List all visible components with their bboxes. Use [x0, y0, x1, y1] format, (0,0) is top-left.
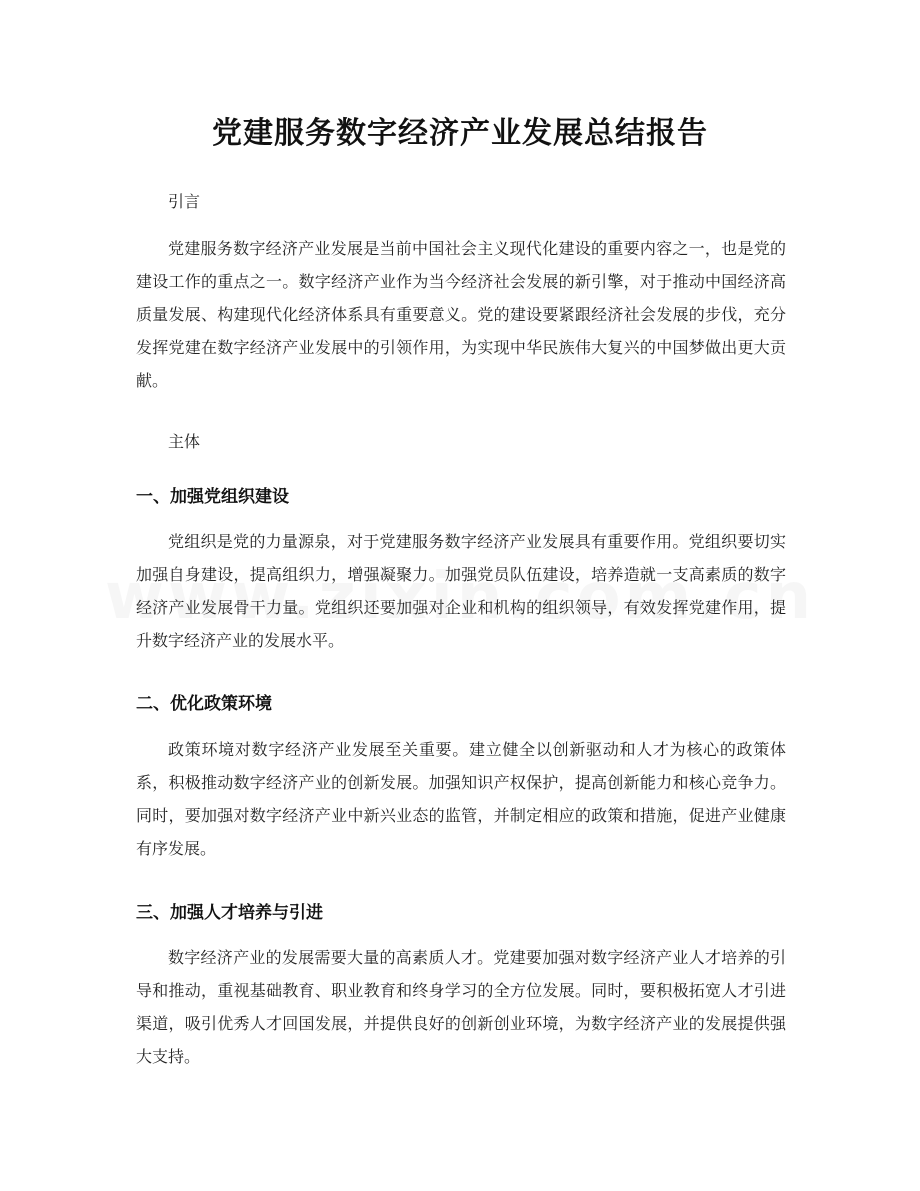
document-title: 党建服务数字经济产业发展总结报告 — [212, 116, 708, 151]
intro-label: 引言 — [168, 192, 201, 211]
section-3-heading: 三、加强人才培养与引进 — [136, 903, 323, 923]
intro-paragraph: 党建服务数字经济产业发展是当前中国社会主义现代化建设的重要内容之一，也是党的建设工作的重点之一。数字经济产业作为当今经济社会发展的新引擎，对于推动中国经济高质量发展、构建现代化经济体系具有重要意义。党的建设要紧跟经济社会发展的步伐，充分发挥党建在数字经济产业发展中的引领作用，为实现中华民族伟大复兴的中国梦做出更大贡献。 — [136, 239, 786, 390]
section-2-heading: 二、优化政策环境 — [136, 694, 272, 714]
section-1-paragraph: 党组织是党的力量源泉，对于党建服务数字经济产业发展具有重要作用。党组织要切实加强自身建设，提高组织力，增强凝聚力。加强党员队伍建设，培养造就一支高素质的数字经济产业发展骨干力量。党组织还要加强对企业和机构的组织领导，有效发挥党建作用，提升数字经济产业的发展水平。 — [136, 532, 786, 650]
body-label: 主体 — [168, 432, 201, 451]
section-3-paragraph: 数字经济产业的发展需要大量的高素质人才。党建要加强对数字经济产业人才培养的引导和推动，重视基础教育、职业教育和终身学习的全方位发展。同时，要积极拓宽人才引进渠道，吸引优秀人才回国发展，并提供良好的创新创业环境，为数字经济产业的发展提供强大支持。 — [136, 948, 786, 1066]
section-1-heading: 一、加强党组织建设 — [136, 487, 289, 507]
section-2-paragraph: 政策环境对数字经济产业发展至关重要。建立健全以创新驱动和人才为核心的政策体系，积极推动数字经济产业的创新发展。加强知识产权保护，提高创新能力和核心竞争力。同时，要加强对数字经济产业中新兴业态的监管，并制定相应的政策和措施，促进产业健康有序发展。 — [136, 740, 786, 858]
